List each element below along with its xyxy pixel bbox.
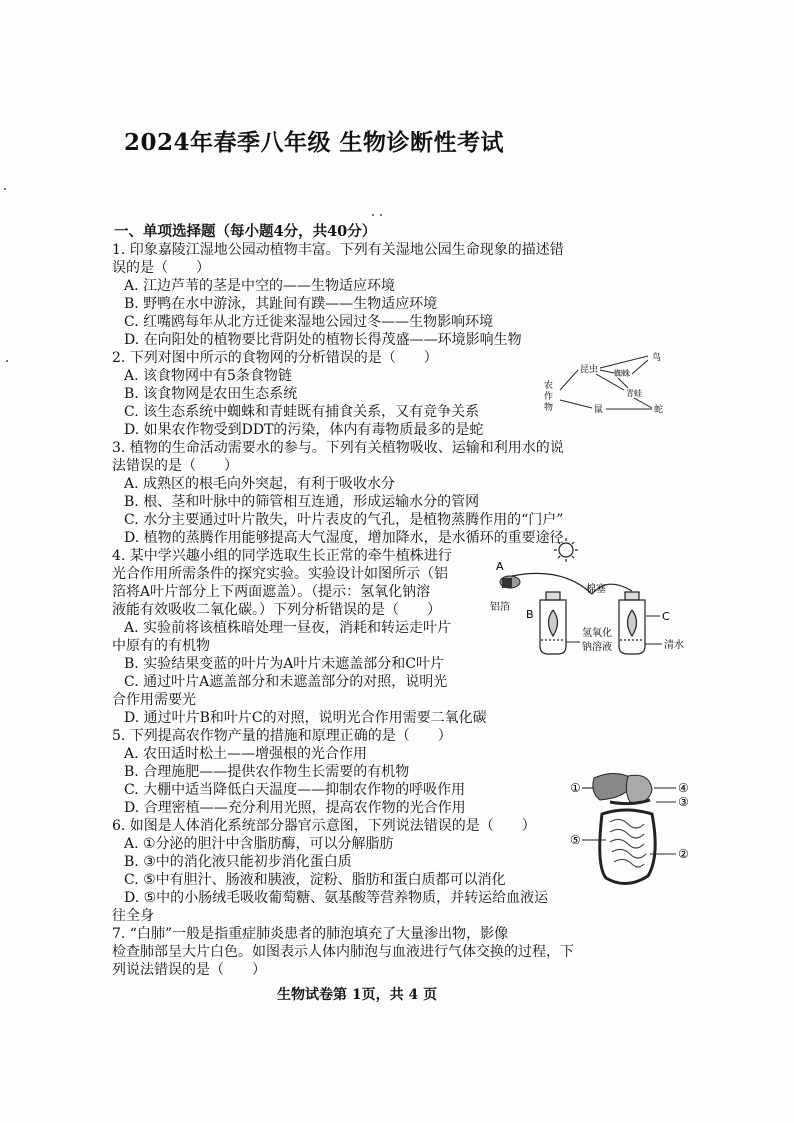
fw-spider: 蜘蛛 <box>614 369 630 378</box>
q5-option-c: C. 大棚中适当降低白天温度——抑制农作物的呼吸作用 <box>124 782 466 798</box>
fw-crop-2: 作 <box>544 392 554 402</box>
digestive-system-diagram <box>566 766 696 898</box>
fig-label-a: A <box>496 560 504 573</box>
fig-label-cotton: 棉塞 <box>586 584 606 595</box>
fw-insect: 昆虫 <box>580 365 599 375</box>
q1-option-c: C. 红嘴鸥每年从北方迁徙来湿地公园过冬——生物影响环境 <box>124 314 494 330</box>
q3-stem-cont: 法错误的是（ ） <box>112 458 238 474</box>
fw-crop-1: 农 <box>544 381 554 391</box>
large-intestine-icon <box>600 810 655 884</box>
q7-stem-3: 列说法错误的是（ ） <box>112 962 266 978</box>
q6-option-b: B. ③中的消化液只能初步消化蛋白质 <box>124 854 352 870</box>
q5-option-a: A. 农田适时松土——增强根的光合作用 <box>124 746 368 762</box>
fig-label-naoh-2: 钠溶液 <box>582 642 612 653</box>
q3-option-a: A. 成熟区的根毛向外突起，有利于吸收水分 <box>124 476 396 492</box>
fig-label-c: C <box>662 610 670 623</box>
fw-snake: 蛇 <box>654 405 664 415</box>
q3-option-b: B. 根、茎和叶脉中的筛管相互连通，形成运输水分的管网 <box>124 494 480 510</box>
q2-stem: 2. 下列对图中所示的食物网的分析错误的是（ ） <box>112 350 438 366</box>
q4-option-c: C. 通过叶片A遮盖部分和未遮盖部分的对照，说明光 <box>124 674 448 690</box>
q3-option-d: D. 植物的蒸腾作用能够提高大气湿度，增加降水，是水循环的重要途径 <box>124 530 564 546</box>
q6-stem: 6. 如图是人体消化系统部分器官示意图，下列说法错误的是（ ） <box>112 818 536 834</box>
foil-cover <box>502 578 512 588</box>
q1-stem: 1. 印象嘉陵江湿地公园动植物丰富。下列有关湿地公园生命现象的描述错 <box>112 242 564 258</box>
q6-option-c: C. ⑤中有胆汁、肠液和胰液，淀粉、脂肪和蛋白质都可以消化 <box>124 872 506 888</box>
q4-stem-4: 液能有效吸收二氧化碳。）下列分析错误的是（ ） <box>112 602 441 618</box>
jar-b-icon <box>540 592 566 654</box>
exam-title: 2024年春季八年级 生物诊断性考试 <box>124 129 505 156</box>
scan-speck <box>380 214 382 216</box>
q4-option-a: A. 实验前将该植株暗处理一昼夜，消耗和转运走叶片 <box>124 620 452 636</box>
q6-option-d-cont: 往全身 <box>112 908 154 924</box>
fig-label-naoh-1: 氢氧化 <box>582 628 612 639</box>
q5-option-d: D. 合理密植——充分利用光照，提高农作物的光合作用 <box>124 800 466 816</box>
q4-option-a-cont: 中原有的有机物 <box>112 638 210 654</box>
q5-stem: 5. 下列提高农作物产量的措施和原理正确的是（ ） <box>112 728 452 744</box>
q1-stem-cont: 误的是（ ） <box>112 260 210 276</box>
plant-stem <box>512 573 632 594</box>
q3-stem: 3. 植物的生命活动需要水的参与。下列有关植物吸收、运输和利用水的说 <box>112 440 564 456</box>
fig-label-b: B <box>526 608 534 621</box>
fig-label-foil: 铝箔 <box>490 602 510 613</box>
q4-stem-2: 光合作用所需条件的探究实验。实验设计如图所示（铝 <box>112 566 448 582</box>
fig-label-4: ④ <box>678 781 689 795</box>
photosynthesis-experiment-diagram <box>482 536 696 660</box>
fw-crop-3: 物 <box>544 403 554 413</box>
q4-stem: 4. 某中学兴趣小组的同学选取生长正常的牵牛植株进行 <box>112 548 452 564</box>
fig-label-water: 清水 <box>664 640 684 651</box>
q2-option-a: A. 该食物网中有5条食物链 <box>124 368 292 384</box>
sun-icon <box>554 538 578 562</box>
fw-bird: 鸟 <box>652 353 662 363</box>
fig-label-1: ① <box>570 781 581 795</box>
q6-option-a: A. ①分泌的胆汁中含脂肪酶，可以分解脂肪 <box>124 836 394 852</box>
q5-option-b: B. 合理施肥——提供农作物生长需要的有机物 <box>124 764 410 780</box>
fig-label-3: ③ <box>678 795 689 809</box>
scan-speck <box>372 214 374 216</box>
jar-c-icon <box>619 592 645 654</box>
scan-speck <box>4 188 6 190</box>
q1-option-a: A. 江边芦苇的茎是中空的——生物适应环境 <box>124 278 396 294</box>
q3-option-c: C. 水分主要通过叶片散失，叶片表皮的气孔，是植物蒸腾作用的“门户” <box>124 512 564 528</box>
q4-option-d: D. 通过叶片B和叶片C的对照，说明光合作用需要二氧化碳 <box>124 710 487 726</box>
section-heading: 一、单项选择题（每小题4分，共40分） <box>114 223 377 240</box>
q2-option-c: C. 该生态系统中蜘蛛和青蛙既有捕食关系，又有竞争关系 <box>124 404 480 420</box>
q4-option-b: B. 实验结果变蓝的叶片为A叶片未遮盖部分和C叶片 <box>124 656 445 672</box>
fig-label-2: ② <box>678 847 689 861</box>
q1-option-d: D. 在向阳处的植物要比背阴处的植物长得茂盛——环境影响生物 <box>124 332 522 348</box>
fw-mouse: 鼠 <box>594 405 604 415</box>
fw-frog: 青蛙 <box>626 389 642 398</box>
q2-option-d: D. 如果农作物受到DDT的污染，体内有毒物质最多的是蛇 <box>124 422 484 438</box>
scan-speck <box>6 360 8 362</box>
q7-stem: 7. “白肺”一般是指重症肺炎患者的肺泡填充了大量渗出物，影像 <box>112 926 509 942</box>
q4-option-c-cont: 合作用需要光 <box>112 692 196 708</box>
stomach-icon <box>626 775 652 803</box>
page-footer: 生物试卷第 1页，共 4 页 <box>277 987 438 1003</box>
q7-stem-2: 检查肺部呈大片白色。如图表示人体内肺泡与血液进行气体交换的过程，下 <box>112 944 574 960</box>
food-web-diagram <box>536 346 682 422</box>
q2-option-b: B. 该食物网是农田生态系统 <box>124 386 298 402</box>
q6-option-d: D. ⑤中的小肠绒毛吸收葡萄糖、氨基酸等营养物质，并转运给血液运 <box>124 890 549 906</box>
fig-label-5: ⑤ <box>570 833 581 847</box>
q4-stem-3: 箔将A叶片部分上下两面遮盖）。（提示：氢氧化钠溶 <box>112 584 431 600</box>
q1-option-b: B. 野鸭在水中游泳，其趾间有蹼——生物适应环境 <box>124 296 438 312</box>
small-intestine-icon <box>610 819 646 867</box>
